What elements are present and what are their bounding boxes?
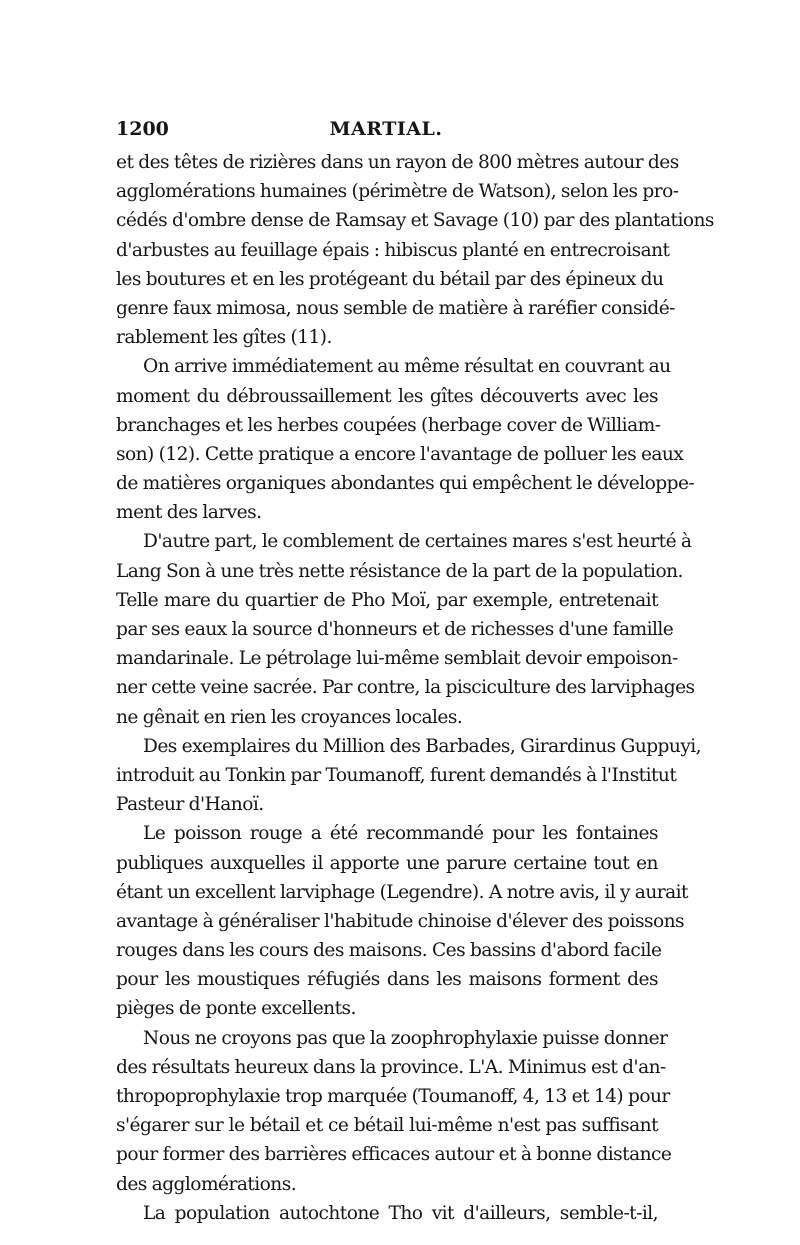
text-line: agglomérations humaines (périmètre de Watson), selon les pro- xyxy=(116,181,679,203)
text-line: Pasteur d'Hanoï. xyxy=(116,794,264,816)
text-line: Des exemplaires du Million des Barbades, Girardinus Guppuyi, xyxy=(143,735,702,757)
page-header xyxy=(116,118,656,142)
text-line: mandarinale. Le pétrolage lui-même semblait devoir empoison- xyxy=(116,648,678,670)
text-line: La population autochtone Tho vit d'ailleurs, semble-t-il, xyxy=(143,1202,658,1224)
text-line: rouges dans les cours des maisons. Ces bassins d'abord facile xyxy=(116,940,662,962)
text-line: introduit au Tonkin par Toumanoff, furent demandés à l'Institut xyxy=(116,764,677,786)
text-line: par ses eaux la source d'honneurs et de richesses d'une famille xyxy=(116,619,674,640)
text-line: Lang Son à une très nette résistance de la part de la population. xyxy=(116,560,683,582)
text-line: Telle mare du quartier de Pho Moï, par exemple, entretenait xyxy=(116,589,658,611)
text-line: Nous ne croyons pas que la zoophrophylaxie puisse donner xyxy=(143,1027,668,1049)
text-line: ment des larves. xyxy=(116,502,262,524)
text-line: Le poisson rouge a été recommandé pour les fontaines xyxy=(143,823,658,845)
text-line: de matières organiques abondantes qui empêchent le développe- xyxy=(116,473,695,495)
text-line: branchages et les herbes coupées (herbage cover de William- xyxy=(116,414,661,436)
text-line: ne gênait en rien les croyances locales. xyxy=(116,706,463,728)
text-line: s'égarer sur le bétail et ce bétail lui-même n'est pas suffisant xyxy=(116,1115,658,1137)
text-line: et des têtes de rizières dans un rayon de 800 mètres autour des xyxy=(116,152,679,173)
text-line: moment du débroussaillement les gîtes découverts avec les xyxy=(116,385,658,407)
text-line: pour former des barrières efficaces autour et à bonne distance xyxy=(116,1144,672,1166)
text-line: des résultats heureux dans la province. L'A. Minimus est d'an- xyxy=(116,1056,666,1078)
text-line: ner cette veine sacrée. Par contre, la pisciculture des larviphages xyxy=(116,677,695,699)
body-text xyxy=(116,148,714,1228)
text-line: On arrive immédiatement au même résultat en couvrant au xyxy=(143,356,671,378)
text-line: thropoprophylaxie trop marquée (Toumanoff, 4, 13 et 14) pour xyxy=(116,1086,670,1107)
text-line: les boutures et en les protégeant du bétail par des épineux du xyxy=(116,268,664,290)
text-line: D'autre part, le comblement de certaines mares s'est heurté à xyxy=(143,531,692,553)
running-title: MARTIAL. xyxy=(329,118,443,140)
text-line: rablement les gîtes (11). xyxy=(116,327,332,349)
text-line: genre faux mimosa, nous semble de matière à raréfier considé- xyxy=(116,297,675,319)
text-line: cédés d'ombre dense de Ramsay et Savage (10) par des plantations xyxy=(116,210,714,232)
text-line: avantage à généraliser l'habitude chinoise d'élever des poissons xyxy=(116,910,685,932)
text-line: d'arbustes au feuillage épais : hibiscus planté en entrecroisant xyxy=(116,239,670,261)
text-line: pour les moustiques réfugiés dans les maisons forment des xyxy=(116,969,658,991)
text-line: son) (12). Cette pratique a encore l'avantage de polluer les eaux xyxy=(116,443,684,465)
text-line: pièges de ponte excellents. xyxy=(116,998,356,1020)
text-line: publiques auxquelles il apporte une parure certaine tout en xyxy=(116,852,658,874)
text-line: des agglomérations. xyxy=(116,1173,297,1195)
page-number: 1200 xyxy=(116,118,169,140)
text-line: étant un excellent larviphage (Legendre). A notre avis, il y aurait xyxy=(116,881,688,903)
